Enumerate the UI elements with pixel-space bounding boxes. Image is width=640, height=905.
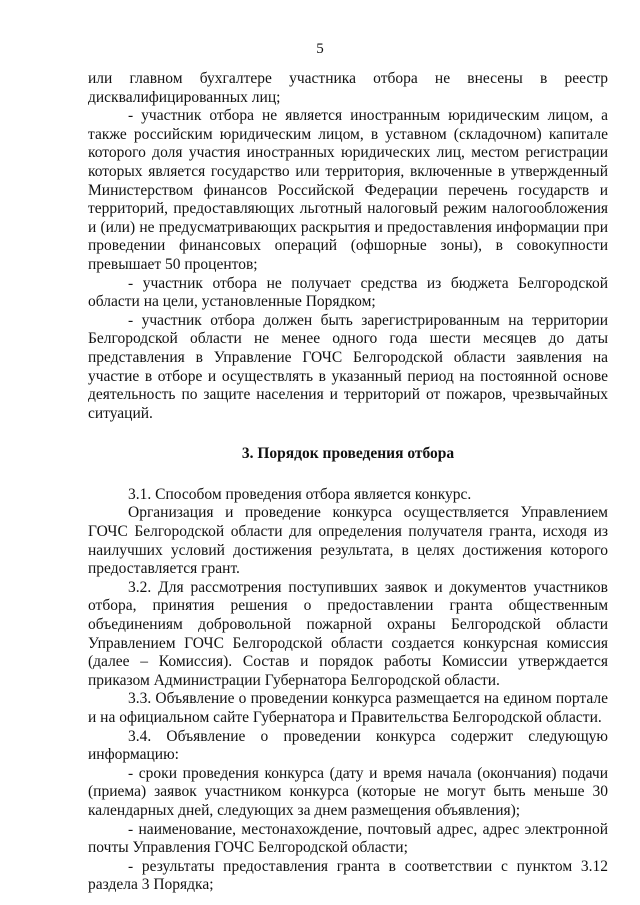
paragraphs-after-heading	[88, 486, 608, 895]
paragraph: - результаты предоставления гранта в соответствии с пунктом 3.12 раздела 3 Порядка;	[88, 857, 608, 894]
paragraph: 3.2. Для рассмотрения поступивших заявок и документов участников отбора, принятия решения о предоставлении гранта общественным объединениям добровольной пожарной охраны Белгородской области Управлением ГОЧС Белгородской области создается конкурсная комиссия (далее – Комиссия). Состав и порядок работы Комиссии утверждается приказом Администрации Губернатора Белгородской области.	[88, 578, 608, 689]
paragraph: 3.4. Объявление о проведении конкурса содержит следующую информацию:	[88, 727, 608, 764]
paragraphs-before-heading	[88, 70, 608, 423]
paragraph: - участник отбора должен быть зарегистрированным на территории Белгородской области не менее одного года шести месяцев до даты представления в Управление ГОЧС Белгородской области заявления на участие в отборе и осуществлять в указанный период на постоянной основе деятельность по защите населения и территорий от пожаров, чрезвычайных ситуаций.	[88, 311, 608, 422]
paragraph: - наименование, местонахождение, почтовый адрес, адрес электронной почты Управления ГОЧС Белгородской области;	[88, 820, 608, 857]
paragraph: 3.1. Способом проведения отбора является конкурс.	[128, 485, 472, 503]
paragraph: - участник отбора не является иностранным юридическим лицом, а также российским юридическим лицом, в уставном (складочном) капитале которого доля участия иностранных юридических лиц, местом регистрации которых является государство или территория, включенные в утвержденный Министерством финансов Российской Федерации перечень государств и территорий, предоставляющих льготный налоговый режим налогообложения и (или) не предусматривающих раскрытия и предоставления информации при проведении финансовых операций (офшорные зоны), в совокупности превышает 50 процентов;	[88, 107, 608, 273]
document-body	[88, 70, 608, 895]
page-number: 5	[316, 41, 324, 57]
paragraph: или главном бухгалтере участника отбора не внесены в реестр дисквалифицированных лиц;	[88, 70, 608, 106]
paragraph: Организация и проведение конкурса осуществляется Управлением ГОЧС Белгородской области для определения получателя гранта, исходя из наилучших условий достижения результата, в целях достижения которого предоставляется грант.	[88, 504, 608, 578]
paragraph: 3.3. Объявление о проведении конкурса размещается на едином портале и на официальном сайте Губернатора и Правительства Белгородской области.	[88, 690, 608, 726]
paragraph: - участник отбора не получает средства из бюджета Белгородской области на цели, установленные Порядком;	[88, 274, 608, 311]
paragraph: - сроки проведения конкурса (дату и время начала (окончания) подачи (приема) заявок участником конкурса (которые не могут быть меньше 30 календарных дней, следующих за днем размещения объявления);	[88, 764, 608, 819]
section-heading: 3. Порядок проведения отбора	[241, 445, 455, 463]
